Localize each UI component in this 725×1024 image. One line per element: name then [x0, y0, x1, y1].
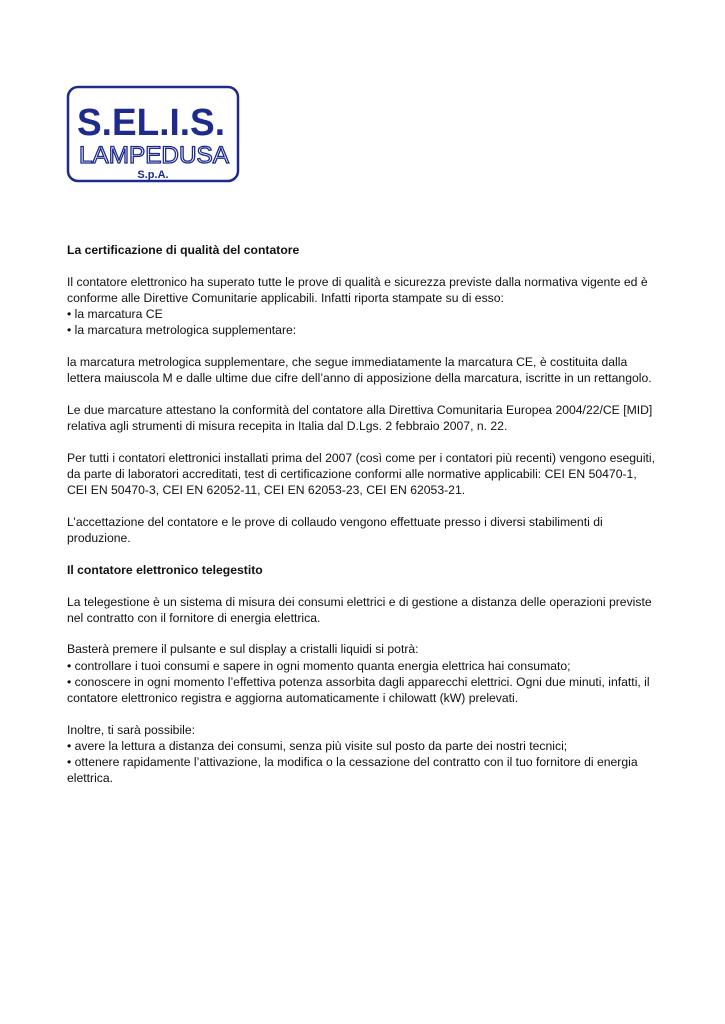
- text-line: relativa agli strumenti di misura recepita in Italia dal D.Lgs. 2 febbraio 2007, n. 22.: [67, 419, 508, 434]
- paragraph-marcatura: [67, 354, 659, 386]
- paragraph-test-certificazione: [67, 450, 659, 499]
- paragraph-inoltre: [67, 722, 659, 787]
- text-line: CEI EN 50470-3, CEI EN 62052-11, CEI EN 62053-23, CEI EN 62053-21.: [67, 483, 466, 498]
- heading-certificazione: La certificazione di qualità del contatore: [67, 243, 300, 257]
- text-line: la marcatura metrologica supplementare, che segue immediatamente la marcatura CE, è costituita dalla: [67, 355, 628, 370]
- logo-form-text: S.p.A.: [137, 169, 169, 181]
- bullet-item: • ottenere rapidamente l’attivazione, la modifica o la cessazione del contratto con il tuo fornitore di energia: [67, 755, 638, 770]
- logo-place-text: LAMPEDUSA: [79, 142, 229, 169]
- text-line: Basterà premere il pulsante e sul display a cristalli liquidi si potrà:: [67, 642, 419, 657]
- paragraph-collaudo: [67, 514, 659, 546]
- text-line: contatore elettronico registra e aggiorna automaticamente i chilowatt (kW) prelevati.: [67, 691, 519, 706]
- logo-company-text: S.EL.I.S.: [77, 102, 225, 144]
- company-logo: [66, 85, 240, 183]
- text-line: nel contratto con il fornitore di energia elettrica.: [67, 610, 321, 625]
- text-line: elettrica.: [67, 771, 114, 786]
- text-line: L’accettazione del contatore e le prove di collaudo vengono effettuate presso i diversi stabilimenti di: [67, 514, 603, 529]
- bullet-item: • la marcatura metrologica supplementare:: [67, 323, 297, 338]
- text-line: Inoltre, ti sarà possibile:: [67, 722, 196, 737]
- text-line: La telegestione è un sistema di misura dei consumi elettrici e di gestione a distanza delle operazioni previste: [67, 594, 652, 609]
- text-line: Per tutti i contatori elettronici installati prima del 2007 (così come per i contatori più recenti) vengono eseguiti,: [67, 450, 656, 465]
- heading-telegestito: Il contatore elettronico telegestito: [67, 562, 263, 577]
- paragraph-telegestione: [67, 594, 659, 626]
- bullet-item: • la marcatura CE: [67, 307, 163, 322]
- text-line: Le due marcature attestano la conformità del contatore alla Direttiva Comunitaria Europea 2004/22/CE [MID]: [67, 402, 653, 417]
- paragraph-contatore-prove: [67, 274, 659, 339]
- text-line: produzione.: [67, 531, 131, 546]
- bullet-item: • controllare i tuoi consumi e sapere in ogni momento quanta energia elettrica hai consumato;: [67, 658, 571, 673]
- text-line: conforme alle Direttive Comunitarie applicabili. Infatti riporta stampate su di esso:: [67, 290, 504, 305]
- text-line: Il contatore elettronico ha superato tutte le prove di qualità e sicurezza previste dalla normativa vigente ed è: [67, 274, 648, 289]
- paragraph-conformita: [67, 402, 659, 434]
- bullet-item: • conoscere in ogni momento l’effettiva potenza assorbita dagli apparecchi elettrici. Ogni due minuti, infatti, il: [67, 674, 650, 689]
- document-body: [67, 242, 659, 802]
- bullet-item: • avere la lettura a distanza dei consumi, senza più visite sul posto da parte dei nostri tecnici;: [67, 738, 568, 753]
- text-line: da parte di laboratori accreditati, test di certificazione conformi alle normative applicabili: CEI EN 50470-1,: [67, 467, 637, 482]
- text-line: lettera maiuscola M e dalle ultime due cifre dell’anno di apposizione della marcatura, iscritte in un rettangolo.: [67, 371, 652, 386]
- paragraph-display: [67, 641, 659, 706]
